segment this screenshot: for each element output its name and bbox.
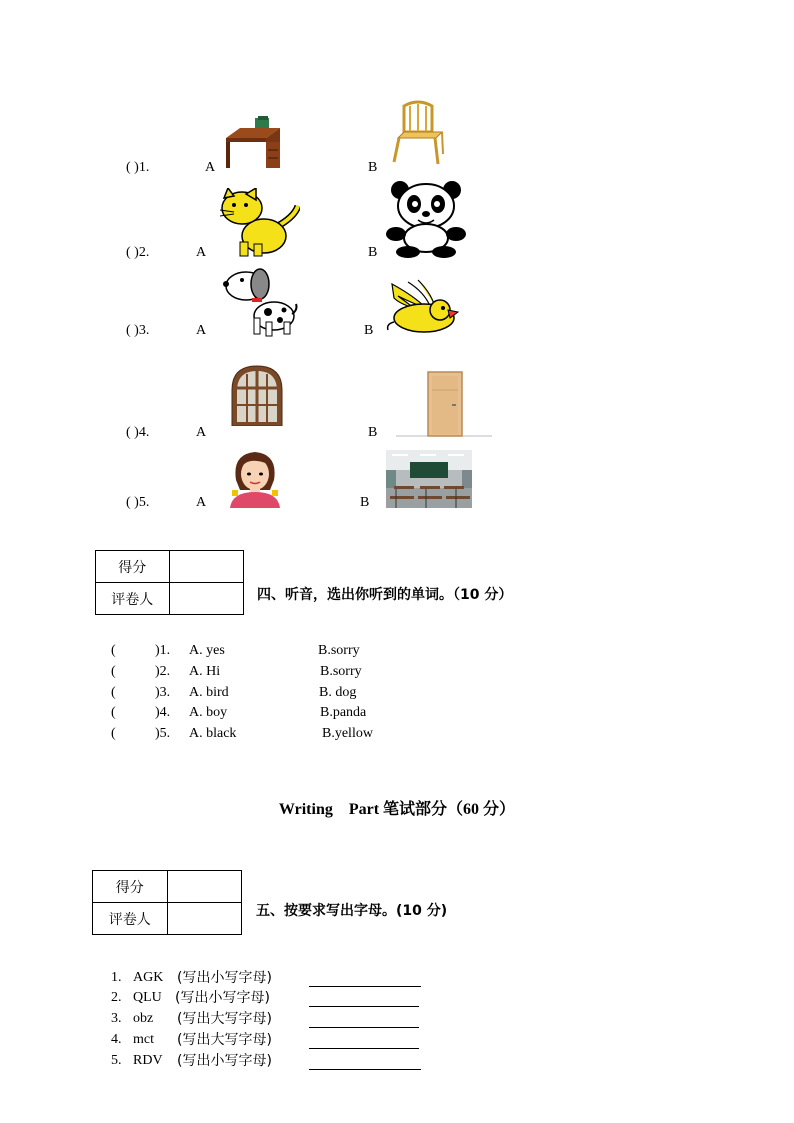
grader-label: 评卷人 [93,903,168,935]
list-item-number: )2. [155,664,171,679]
list-item-number: )5. [155,726,171,741]
cat-image [214,188,300,258]
list-item-option-b: B.sorry [318,643,360,658]
question-4-option-a: A [196,425,207,440]
section5-title: 五、按要求写出字母。(10 分) [256,903,448,919]
list-item-paren: ( [111,643,116,658]
question-1-paren: ( )1. [126,160,150,175]
list-item-letters: mct [133,1032,154,1047]
question-2-paren: ( )2. [126,245,150,260]
list-item-hint: (写出小写字母) [177,970,272,986]
question-3-option-a: A [196,323,207,338]
answer-blank[interactable] [309,1055,421,1070]
bird-image [384,278,460,336]
list-item-option-a: A. Hi [189,664,221,679]
list-item-option-a: A. bird [189,685,229,700]
list-item-number: 2. [111,990,122,1005]
list-item-number: 5. [111,1053,122,1068]
answer-blank[interactable] [309,972,421,987]
list-item-option-a: A. yes [189,643,225,658]
question-3-option-b: B [364,323,374,338]
panda-image [386,180,466,258]
grader-cell[interactable] [167,903,241,935]
question-4-option-b: B [368,425,378,440]
score-box-section4 [95,550,244,615]
question-2-option-b: B [368,245,378,260]
section4-title: 四、听音，选出你听到的单词。（10 分） [257,587,513,603]
list-item-hint: (写出小写字母) [175,990,270,1006]
desk-image [222,114,282,170]
grader-label: 评卷人 [96,583,170,615]
list-item-letters: RDV [133,1053,163,1068]
list-item-letters: AGK [133,970,164,985]
list-item-option-a: A. boy [189,705,228,720]
list-item-option-b: B.panda [320,705,367,720]
list-item-option-b: B.yellow [322,726,373,741]
list-item-letters: obz [133,1011,154,1026]
window-image [230,364,284,426]
teacher-image [228,450,282,508]
list-item-number: 3. [111,1011,122,1026]
list-item-hint: (写出大写字母) [177,1011,272,1027]
score-cell[interactable] [167,871,241,903]
door-image [396,370,492,438]
list-item-option-b: B. dog [319,685,357,700]
score-box-section5 [92,870,242,935]
list-item-letters: QLU [133,990,162,1005]
question-4-paren: ( )4. [126,425,150,440]
list-item-option-a: A. black [189,726,237,741]
list-item-paren: ( [111,685,116,700]
answer-blank[interactable] [309,1034,419,1049]
question-5-option-a: A [196,495,207,510]
chair-image [390,100,446,166]
question-2-option-a: A [196,245,207,260]
list-item-hint: (写出大写字母) [177,1032,272,1048]
classroom-image [386,450,472,508]
list-item-number: )4. [155,705,171,720]
list-item-paren: ( [111,664,116,679]
score-label: 得分 [96,551,170,583]
writing-part-header: Writing Part 笔试部分（60 分） [278,801,516,818]
list-item-paren: ( [111,705,116,720]
list-item-number: 1. [111,970,122,985]
question-1-option-a: A [205,160,216,175]
question-3-paren: ( )3. [126,323,150,338]
list-item-hint: (写出小写字母) [177,1053,272,1069]
grader-cell[interactable] [169,583,243,615]
list-item-number: )1. [155,643,171,658]
list-item-number: 4. [111,1032,122,1047]
question-5-option-b: B [360,495,370,510]
answer-blank[interactable] [309,1013,419,1028]
dog-image [222,266,298,338]
list-item-paren: ( [111,726,116,741]
score-label: 得分 [93,871,168,903]
list-item-option-b: B.sorry [320,664,362,679]
question-5-paren: ( )5. [126,495,150,510]
question-1-option-b: B [368,160,378,175]
list-item-number: )3. [155,685,171,700]
score-cell[interactable] [169,551,243,583]
answer-blank[interactable] [309,992,419,1007]
